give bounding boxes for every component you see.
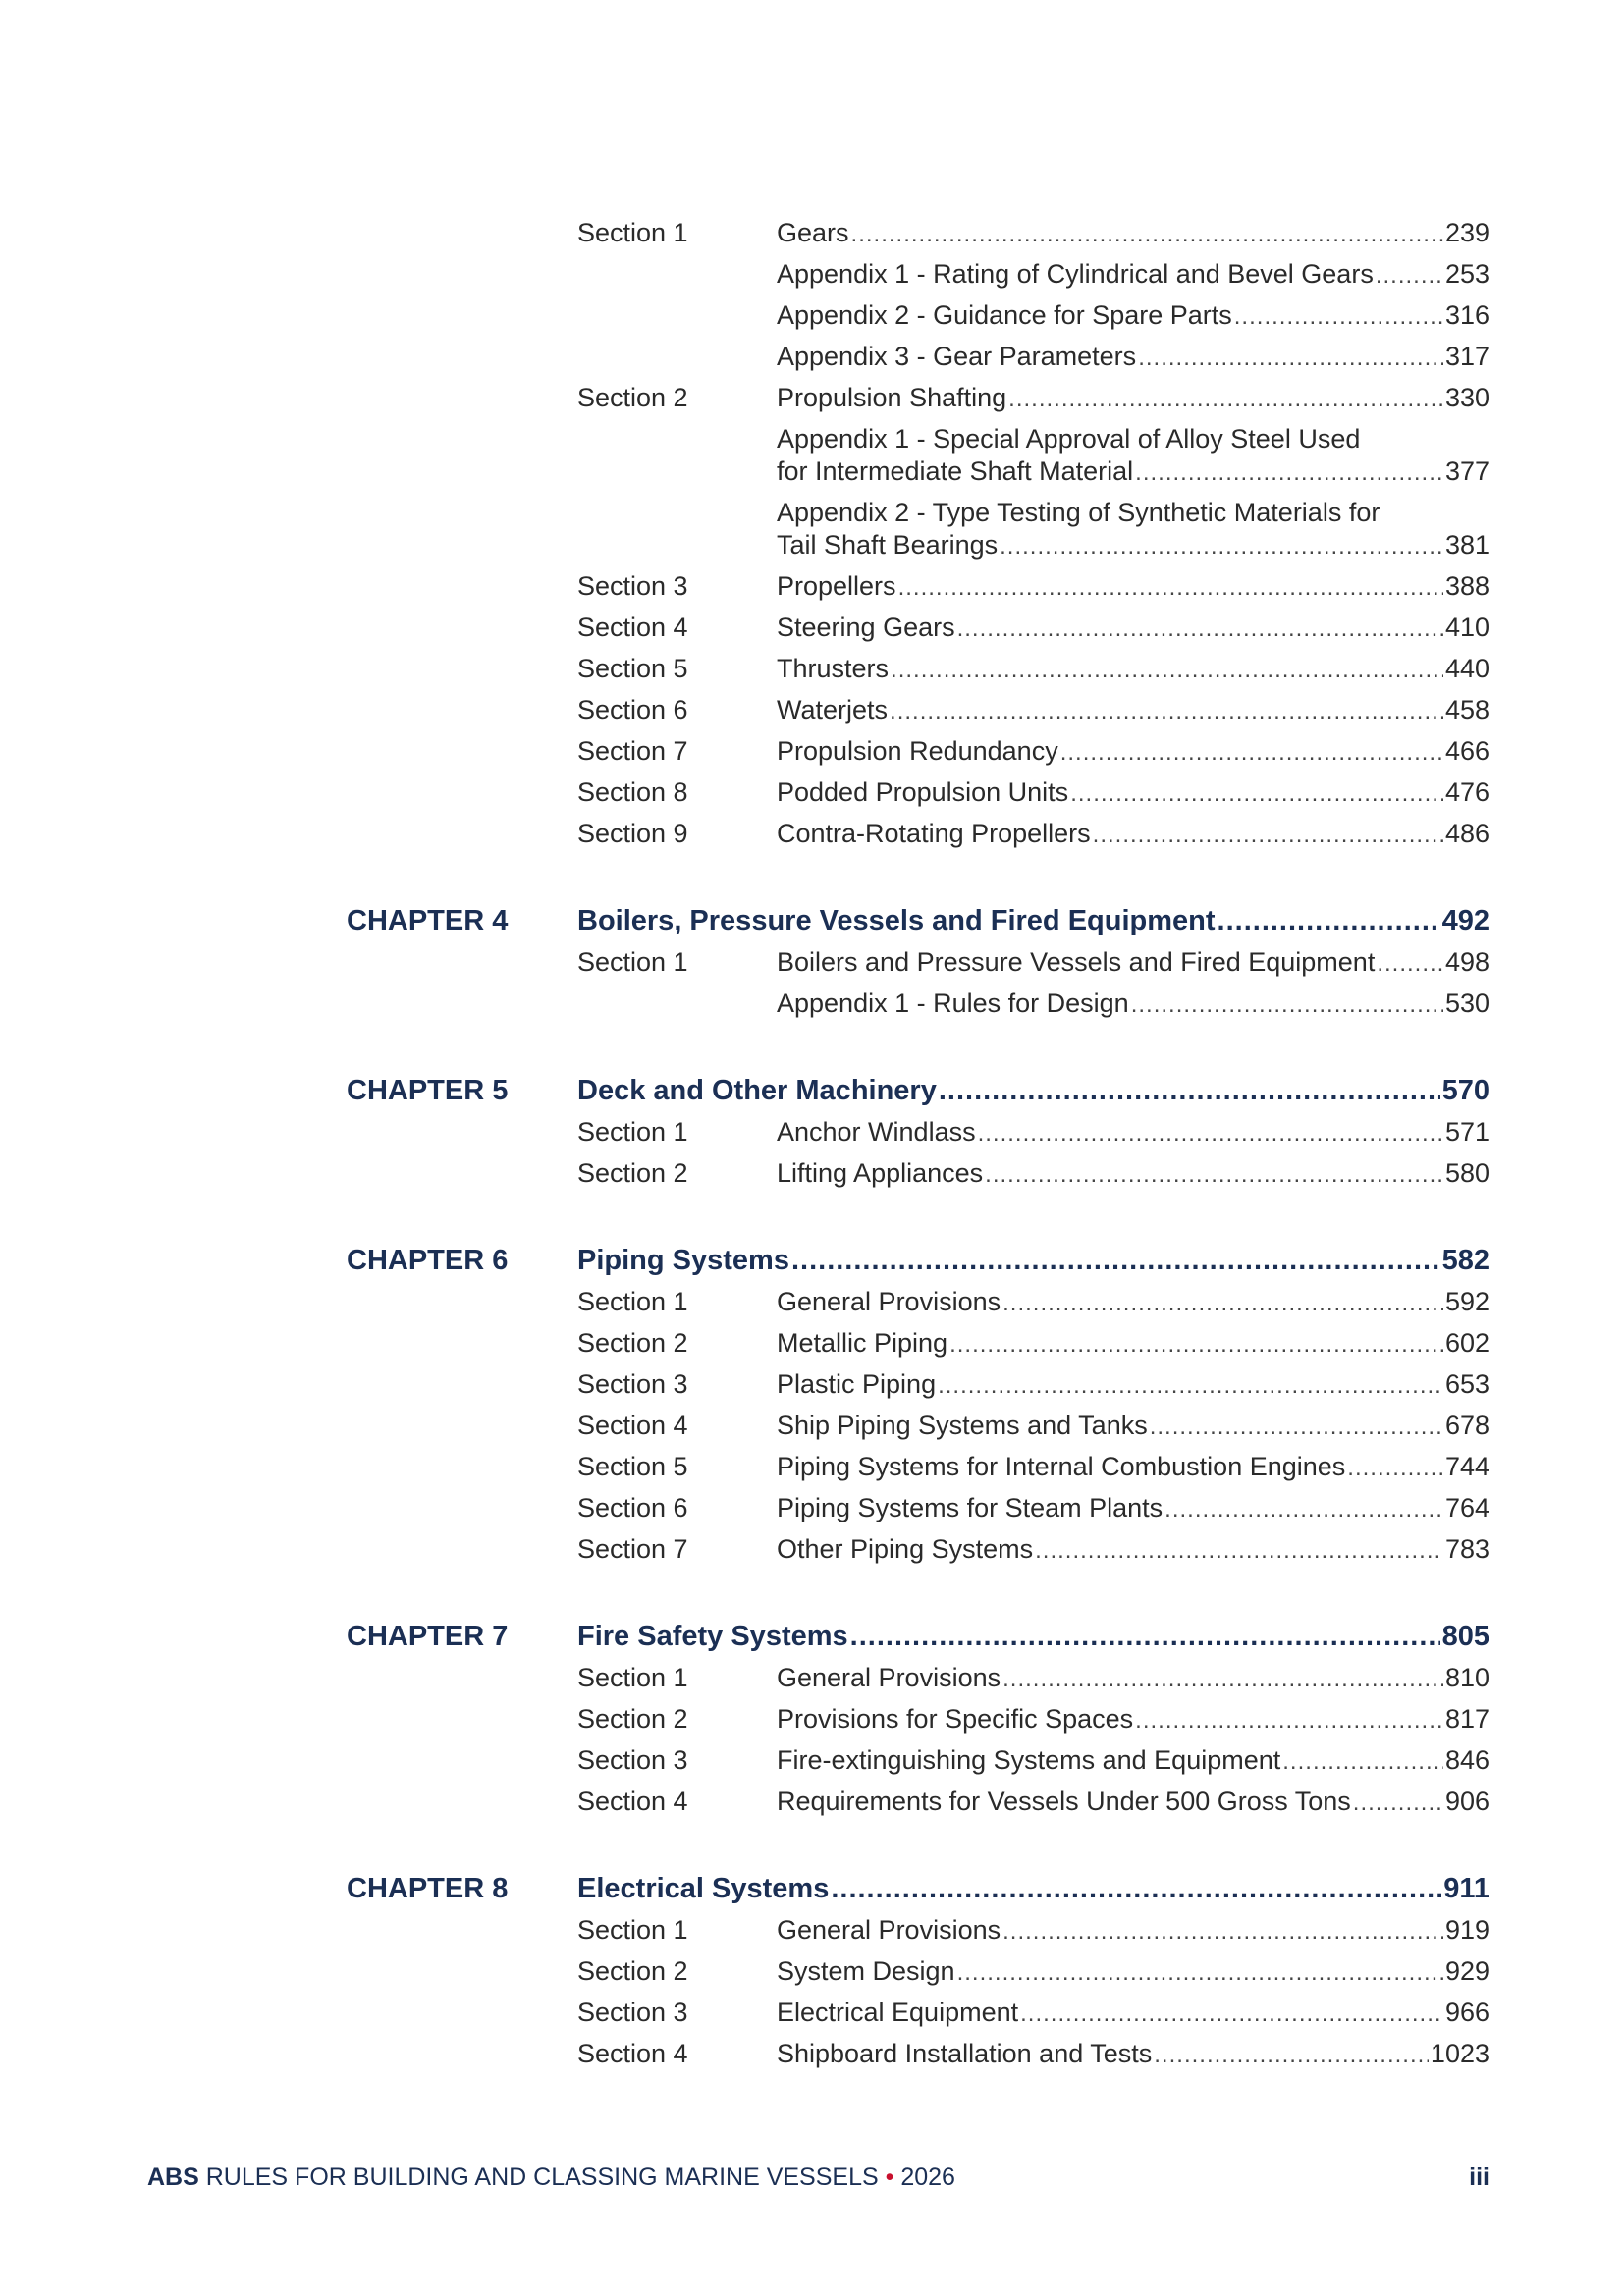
- section-label: Section 1: [577, 1663, 688, 1692]
- toc-entry: [777, 1115, 1489, 1150]
- entry-page-number: 783: [1444, 1534, 1489, 1564]
- entry-page-number: 580: [1444, 1158, 1489, 1188]
- page-footer: [147, 2160, 1489, 2195]
- footer-brand: ABS: [147, 2163, 199, 2191]
- entry-title: Plastic Piping: [777, 1369, 937, 1399]
- entry-page-number: 906: [1444, 1787, 1489, 1816]
- toc-entry: [777, 1326, 1489, 1362]
- dot-leader: [1000, 530, 1443, 563]
- dot-leader: [1282, 1745, 1443, 1779]
- section-label: Section 1: [577, 218, 688, 247]
- dot-leader: [1002, 1287, 1443, 1320]
- toc-entry: [777, 945, 1489, 981]
- entry-page-number: 458: [1444, 695, 1489, 724]
- entry-title: Metallic Piping: [777, 1328, 948, 1358]
- entry-title: Contra-Rotating Propellers: [777, 819, 1091, 848]
- dot-leader: [1376, 259, 1443, 293]
- entry-page-number: 316: [1444, 300, 1489, 330]
- entry-title: for Intermediate Shaft Material: [777, 456, 1134, 486]
- footer-year: 2026: [900, 2163, 955, 2191]
- footer-publication: RULES FOR BUILDING AND CLASSING MARINE VESSELS: [205, 2163, 879, 2191]
- entry-page-number: 810: [1444, 1663, 1489, 1692]
- chapter-page-number: 570: [1441, 1075, 1489, 1106]
- section-label: Section 2: [577, 1704, 688, 1734]
- entry-title: Piping Systems for Internal Combustion Engines: [777, 1452, 1346, 1481]
- dot-leader: [1135, 1704, 1443, 1737]
- section-label: Section 6: [577, 695, 688, 724]
- entry-title: Appendix 3 - Gear Parameters: [777, 342, 1137, 371]
- entry-page-number: 440: [1444, 654, 1489, 683]
- section-label: Section 9: [577, 819, 688, 848]
- toc-entry: [777, 1785, 1489, 1820]
- entry-page-number: 678: [1444, 1411, 1489, 1440]
- toc-entry: [777, 298, 1489, 334]
- entry-page-number: 744: [1444, 1452, 1489, 1481]
- entry-title: Other Piping Systems: [777, 1534, 1034, 1564]
- toc-entry: [777, 1409, 1489, 1444]
- section-label: Section 1: [577, 1117, 688, 1147]
- chapter-label: CHAPTER 6: [347, 1245, 509, 1276]
- entry-title: Propellers: [777, 571, 896, 601]
- toc-entry: [777, 1913, 1489, 1949]
- chapter-label: CHAPTER 5: [347, 1075, 509, 1106]
- chapter-heading: [577, 1869, 1489, 1908]
- chapter-page-number: 805: [1441, 1621, 1489, 1652]
- entry-title: Podded Propulsion Units: [777, 777, 1069, 807]
- dot-leader: [1135, 456, 1443, 490]
- chapter-label: CHAPTER 8: [347, 1873, 509, 1904]
- dot-leader: [1093, 819, 1443, 852]
- dot-leader: [1002, 1663, 1443, 1696]
- toc-entry: [777, 1285, 1489, 1320]
- toc-entry: [777, 1661, 1489, 1696]
- entry-title: Anchor Windlass: [777, 1117, 976, 1147]
- section-label: Section 4: [577, 2039, 688, 2068]
- entry-title: General Provisions: [777, 1663, 1001, 1692]
- entry-title: Propulsion Redundancy: [777, 736, 1058, 766]
- toc-entry: [777, 734, 1489, 770]
- toc-entry: [777, 1954, 1489, 1990]
- dot-leader: [1234, 300, 1443, 334]
- entry-title: Ship Piping Systems and Tanks: [777, 1411, 1148, 1440]
- chapter-heading: [577, 1071, 1489, 1110]
- entry-page-number: 330: [1444, 383, 1489, 412]
- entry-title: Gears: [777, 218, 849, 247]
- chapter-label: CHAPTER 4: [347, 905, 509, 936]
- section-label: Section 8: [577, 777, 688, 807]
- entry-title: Appendix 1 - Rules for Design: [777, 988, 1129, 1018]
- section-label: Section 1: [577, 1287, 688, 1316]
- entry-page-number: 381: [1444, 530, 1489, 560]
- toc-entry: [777, 652, 1489, 687]
- toc-entry: [777, 817, 1489, 852]
- entry-page-number: 410: [1444, 613, 1489, 642]
- dot-leader: [831, 1869, 1441, 1908]
- toc-entry: [777, 1532, 1489, 1568]
- entry-page-number: 846: [1444, 1745, 1489, 1775]
- entry-title: System Design: [777, 1956, 955, 1986]
- dot-leader: [957, 1956, 1443, 1990]
- entry-page-number: 764: [1444, 1493, 1489, 1522]
- footer-page-number: iii: [1469, 2163, 1489, 2191]
- dot-leader: [957, 613, 1443, 646]
- chapter-heading: [577, 1617, 1489, 1656]
- entry-page-number: 388: [1444, 571, 1489, 601]
- entry-title: Electrical Equipment: [777, 1998, 1019, 2027]
- entry-title: Steering Gears: [777, 613, 955, 642]
- toc-entry: [777, 257, 1489, 293]
- chapter-label: CHAPTER 7: [347, 1621, 509, 1652]
- entry-title: Fire-extinguishing Systems and Equipment: [777, 1745, 1281, 1775]
- entry-page-number: 466: [1444, 736, 1489, 766]
- entry-page-number: 602: [1444, 1328, 1489, 1358]
- chapter-title: Fire Safety Systems: [577, 1621, 848, 1652]
- section-label: Section 7: [577, 1534, 688, 1564]
- entry-page-number: 571: [1444, 1117, 1489, 1147]
- toc-entry: [777, 1450, 1489, 1485]
- entry-page-number: 966: [1444, 1998, 1489, 2027]
- dot-leader: [978, 1117, 1443, 1150]
- entry-page-number: 653: [1444, 1369, 1489, 1399]
- dot-leader: [1353, 1787, 1443, 1820]
- toc-entry: [777, 611, 1489, 646]
- entry-title: Appendix 1 - Rating of Cylindrical and Bevel Gears: [777, 259, 1374, 289]
- chapter-heading: [577, 1241, 1489, 1280]
- dot-leader: [1008, 383, 1443, 416]
- chapter-page-number: 492: [1441, 905, 1489, 936]
- dot-leader: [1154, 2039, 1429, 2072]
- section-label: Section 4: [577, 1411, 688, 1440]
- section-label: Section 1: [577, 1915, 688, 1945]
- dot-leader: [1131, 988, 1443, 1022]
- toc-entry: [777, 775, 1489, 811]
- chapter-title: Electrical Systems: [577, 1873, 830, 1904]
- section-label: Section 3: [577, 571, 688, 601]
- entry-title: Lifting Appliances: [777, 1158, 984, 1188]
- section-label: Section 4: [577, 1787, 688, 1816]
- toc-entry: [777, 569, 1489, 605]
- section-label: Section 6: [577, 1493, 688, 1522]
- entry-page-number: 919: [1444, 1915, 1489, 1945]
- entry-page-number: 929: [1444, 1956, 1489, 1986]
- dot-leader: [939, 1071, 1440, 1110]
- section-label: Section 2: [577, 1158, 688, 1188]
- toc-entry: [777, 987, 1489, 1022]
- chapter-title: Boilers, Pressure Vessels and Fired Equipment: [577, 905, 1216, 936]
- entry-title-line1: Appendix 1 - Special Approval of Alloy Steel Used: [777, 424, 1361, 454]
- section-label: Section 2: [577, 1956, 688, 1986]
- dot-leader: [891, 654, 1443, 687]
- dot-leader: [1020, 1998, 1443, 2031]
- toc-entry: [777, 1367, 1489, 1403]
- entry-page-number: 530: [1444, 988, 1489, 1018]
- chapter-title: Piping Systems: [577, 1245, 789, 1276]
- entry-title: Appendix 2 - Guidance for Spare Parts: [777, 300, 1232, 330]
- chapter-title: Deck and Other Machinery: [577, 1075, 937, 1106]
- entry-page-number: 817: [1444, 1704, 1489, 1734]
- entry-title: Tail Shaft Bearings: [777, 530, 999, 560]
- dot-leader: [850, 1617, 1440, 1656]
- entry-title: Propulsion Shafting: [777, 383, 1007, 412]
- toc-entry: [777, 528, 1489, 563]
- section-label: Section 5: [577, 1452, 688, 1481]
- entry-page-number: 253: [1444, 259, 1489, 289]
- section-label: Section 7: [577, 736, 688, 766]
- section-label: Section 3: [577, 1369, 688, 1399]
- entry-page-number: 317: [1444, 342, 1489, 371]
- toc-entry: [777, 2037, 1489, 2072]
- entry-title: Boilers and Pressure Vessels and Fired Equipment: [777, 947, 1376, 977]
- footer-separator: •: [885, 2163, 894, 2191]
- section-label: Section 4: [577, 613, 688, 642]
- toc-entry: [777, 1156, 1489, 1192]
- entry-page-number: 1023: [1430, 2039, 1489, 2068]
- toc-entry: [777, 693, 1489, 728]
- section-label: Section 5: [577, 654, 688, 683]
- toc-entry: [777, 216, 1489, 251]
- entry-title: Waterjets: [777, 695, 889, 724]
- section-label: Section 2: [577, 383, 688, 412]
- dot-leader: [1070, 777, 1443, 811]
- entry-page-number: 486: [1444, 819, 1489, 848]
- chapter-page-number: 911: [1443, 1873, 1489, 1904]
- toc-entry: [777, 340, 1489, 375]
- dot-leader: [1150, 1411, 1443, 1444]
- entry-title: General Provisions: [777, 1287, 1001, 1316]
- entry-title: Provisions for Specific Spaces: [777, 1704, 1134, 1734]
- dot-leader: [1218, 901, 1440, 940]
- dot-leader: [791, 1241, 1440, 1280]
- dot-leader: [890, 695, 1443, 728]
- dot-leader: [1002, 1915, 1443, 1949]
- entry-title: General Provisions: [777, 1915, 1001, 1945]
- dot-leader: [1347, 1452, 1443, 1485]
- dot-leader: [1164, 1493, 1443, 1526]
- toc-entry: [777, 381, 1489, 416]
- dot-leader: [1035, 1534, 1443, 1568]
- dot-leader: [1377, 947, 1443, 981]
- dot-leader: [898, 571, 1443, 605]
- toc-entry: [777, 1702, 1489, 1737]
- entry-title: Thrusters: [777, 654, 890, 683]
- dot-leader: [1060, 736, 1443, 770]
- entry-page-number: 377: [1444, 456, 1489, 486]
- entry-page-number: 476: [1444, 777, 1489, 807]
- chapter-page-number: 582: [1441, 1245, 1489, 1276]
- section-label: Section 1: [577, 947, 688, 977]
- toc-entry: [777, 1743, 1489, 1779]
- section-label: Section 2: [577, 1328, 688, 1358]
- entry-page-number: 498: [1444, 947, 1489, 977]
- entry-page-number: 239: [1444, 218, 1489, 247]
- entry-title-line1: Appendix 2 - Type Testing of Synthetic Materials for: [777, 498, 1380, 527]
- chapter-heading: [577, 901, 1489, 940]
- entry-page-number: 592: [1444, 1287, 1489, 1316]
- section-label: Section 3: [577, 1745, 688, 1775]
- dot-leader: [985, 1158, 1443, 1192]
- dot-leader: [938, 1369, 1443, 1403]
- dot-leader: [851, 218, 1443, 251]
- entry-title: Shipboard Installation and Tests: [777, 2039, 1153, 2068]
- entry-title: Requirements for Vessels Under 500 Gross Tons: [777, 1787, 1351, 1816]
- toc-entry: [777, 1491, 1489, 1526]
- section-label: Section 3: [577, 1998, 688, 2027]
- dot-leader: [1138, 342, 1443, 375]
- toc-entry: [777, 454, 1489, 490]
- dot-leader: [949, 1328, 1443, 1362]
- toc-entry: [777, 1996, 1489, 2031]
- entry-title: Piping Systems for Steam Plants: [777, 1493, 1164, 1522]
